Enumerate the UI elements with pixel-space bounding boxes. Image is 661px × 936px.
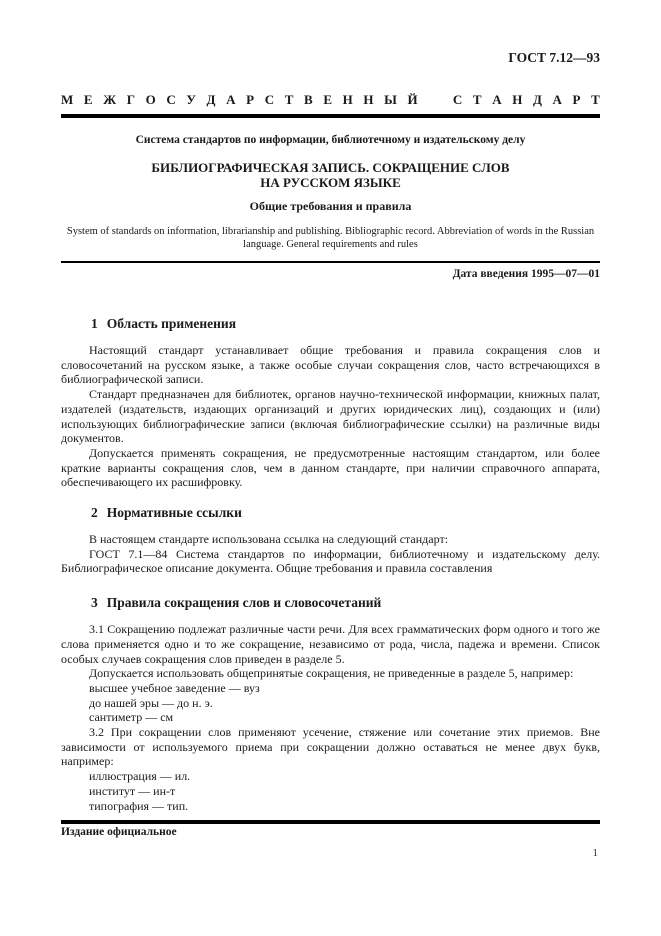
abbreviation-example: до нашей эры — до н. э.: [89, 695, 213, 710]
title-main: [61, 160, 600, 190]
section-3-paragraph-3-1b: Допускается использовать общепринятые сокращения, не приведенные в разделе 5, например:: [89, 666, 574, 681]
section-1-title: Область применения: [106, 316, 237, 331]
abbreviation-example: сантиметр — см: [89, 710, 174, 725]
doc-number: ГОСТ 7.12—93: [508, 50, 600, 65]
abbreviation-example: институт — ин-т: [89, 783, 176, 798]
standard-kind-title: М Е Ж Г О С У Д А Р С Т В Е Н Н Ы Й С Т А Н Д А Р Т: [61, 92, 600, 107]
section-2-number: 2: [91, 505, 98, 521]
title-english: System of standards on information, librarianship and publishing. Bibliographic record. Abbreviation of words in the Russian language. General requirements and rules: [66, 226, 595, 250]
footer-rule: [61, 820, 600, 824]
section-1-heading: [61, 315, 600, 332]
section-1-paragraph: Стандарт предназначен для библиотек, органов научно-технической информации, книжных палат, издателей (издательств, издающих организаций и других юридических лиц), создающих и (или) использующих библиографические записи (включая библиографические ссылки) на различные виды документов.: [61, 387, 600, 446]
intro-date: Дата введения 1995—07—01: [452, 268, 600, 280]
section-3-heading: [61, 594, 600, 611]
section-2-heading: [61, 504, 600, 521]
section-2-paragraph: ГОСТ 7.1—84 Система стандартов по информации, библиотечному и издательскому делу. Библиографическое описание документа. Общие требования и правила составления: [61, 546, 600, 576]
section-3-title: Правила сокращения слов и словосочетаний: [106, 595, 382, 611]
abbreviation-example: иллюстрация — ил.: [89, 769, 191, 784]
section-3-number: 3: [91, 595, 98, 611]
date-rule: [61, 261, 600, 263]
title-system: Система стандартов по информации, библиотечному и издательскому делу: [135, 134, 526, 146]
title-subtitle: Общие требования и правила: [249, 199, 412, 213]
section-3-paragraph-3-1: 3.1 Сокращению подлежат различные части речи. Для всех грамматических форм одного и того же слова применяется одно и то же сокращение, независимо от рода, числа, падежа и времени. Список особых случаев сокращения слов приведен в разделе 5.: [61, 622, 600, 666]
title-main-line1: БИБЛИОГРАФИЧЕСКАЯ ЗАПИСЬ. СОКРАЩЕНИЕ СЛОВ: [151, 160, 510, 175]
section-1-paragraph: Допускается применять сокращения, не предусмотренные настоящим стандартом, или более краткие варианты сокращения слов, чем в данном стандарте, при наличии справочного аппарата, обеспечивающего их расшифровку.: [61, 445, 600, 490]
section-2-title: Нормативные ссылки: [106, 505, 242, 521]
page-number: 1: [592, 847, 598, 860]
abbreviation-example: типография — тип.: [89, 798, 189, 813]
section-1-number: 1: [91, 316, 98, 331]
official-edition-label: Издание официальное: [61, 826, 177, 839]
abbreviation-example: высшее учебное заведение — вуз: [89, 680, 260, 695]
header-rule: [61, 114, 600, 118]
section-3-paragraph-3-2: 3.2 При сокращении слов применяют усечение, стяжение или сочетание этих приемов. Вне зависимости от используемого приема при сокращении должно оставаться не менее двух букв, например:: [61, 725, 600, 769]
title-main-line2: НА РУССКОМ ЯЗЫКЕ: [260, 175, 401, 190]
section-1-paragraph: Настоящий стандарт устанавливает общие требования и правила сокращения слов и словосочетаний на русском языке, а также особые случаи сокращения слов, часто встречающихся в библиографической записи.: [61, 343, 600, 387]
section-2-paragraph: В настоящем стандарте использована ссылка на следующий стандарт:: [89, 532, 449, 547]
